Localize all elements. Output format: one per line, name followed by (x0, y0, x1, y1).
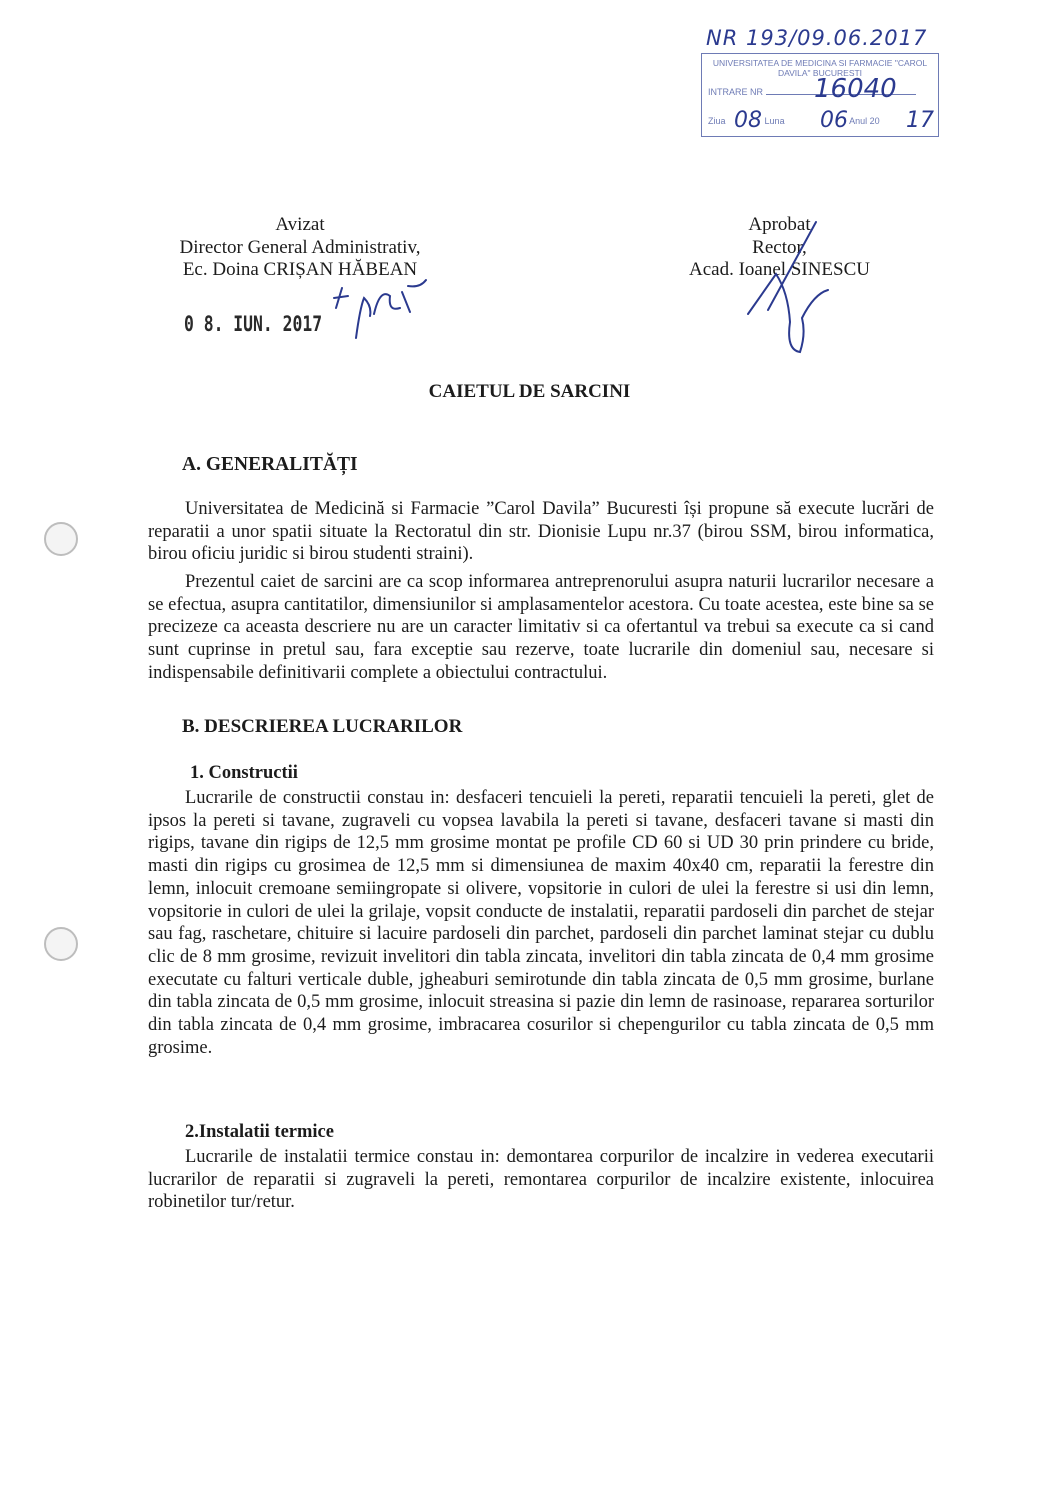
stamp-luna-value: 06 (820, 108, 848, 133)
subsection-2-paragraph (148, 1146, 934, 1214)
stamp-ziua-label: Ziua (708, 116, 726, 126)
date-stamp: 0 8. IUN. 2017 (184, 312, 323, 336)
section-a-paragraph-2-text: Prezentul caiet de sarcini are ca scop informarea antreprenorului asupra naturii lucrarilor necesare a se efectua, asupra cantitatilor, dimensiunilor si amplasamentelor acestora. Cu toate acestea, este bine sa se precizeze ca aceasta descriere nu are un caracter limitativ si ca ofertantul va trebui sa execute ca si cand sunt cuprinse in pretul sau, fara exceptie sau rezerve, toate lucrarile din domeniul sau, necesare si indispensabile definitivarii complete a obiectului contractului. (148, 572, 934, 683)
section-a-paragraph-1-text: Universitatea de Medicină si Farmacie ”Carol Davila” Bucuresti își propune să execute lucrări de reparatii a unor spatii situate la Rectoratul din str. Dionisie Lupu nr.37 (birou SSM, birou informatica, birou oficiu juridic si birou studenti straini). (148, 499, 934, 565)
document-title: CAIETUL DE SARCINI (428, 381, 631, 402)
punch-hole-lower-icon (44, 927, 78, 961)
stamp-ziua-value: 08 (734, 108, 762, 133)
registration-stamp (701, 53, 939, 137)
subsection-2-heading: 2.Instalatii termice (185, 1122, 334, 1142)
stamp-intrare-label: INTRARE NR (708, 87, 764, 97)
stamp-anul-value: 17 (906, 108, 934, 133)
signature-left-icon (330, 268, 440, 346)
subsection-1-heading: 1. Constructii (190, 763, 298, 783)
approval-left-role: Director General Administrativ, (179, 236, 421, 258)
stamp-anul-label: Anul 20 (849, 116, 880, 126)
approval-right-status: Aprobat (748, 214, 811, 235)
subsection-1-text: Lucrarile de constructii constau in: desfaceri tencuieli la pereti, reparatii tencuieli la pereti, glet de ipsos la pereti si tavane, zugraveli cu vopsea lavabila la pereti si tavane, desfaceri tavane si masti din rigips, tavane din rigips de 12,5 mm grosime montat pe profile CD 60 si UD 30 prin prindere cu bride, masti din rigips cu grosimea de 12,5 mm si dimensiunea de maxim 40x40 cm, reparatii la ferestre din lemn, inlocuit cremoane semiingropate si olivere, vopsitorie in culori de ulei la ferestre si usi din lemn, vopsitorie in culori de ulei la grilaje, vopsit conducte de instalatii, reparatii pardoseli din parchet de stejar sau fag, raschetare, chituire si lacuire pardoseli din parchet, pardoseli din parchet laminat stejar cu dublu clic de 8 mm grosime, revizuit invelitori din tabla zincata, invelitori din tabla zincata de 0,4 mm grosime executate cu falturi verticale duble, jgheaburi semirotunde din tabla zincata de 0,5 mm grosime, burlane din tabla zincata de 0,5 mm grosime, inlocuit streasina si pazie din lemn de rasinoase, repararea sorturilor din tabla zincata de 0,4 mm grosime, imbracarea cosurilor si chepengurilor cu tabla zincata de 0,5 mm grosime. (148, 788, 934, 1058)
stamp-number-handwritten: NR 193/09.06.2017 (706, 26, 928, 50)
approval-right-role: Rector, (752, 236, 807, 258)
section-b-heading: B. DESCRIEREA LUCRARILOR (182, 716, 463, 737)
approval-right-name: Acad. Ioanel SINESCU (689, 259, 870, 280)
punch-hole-upper-icon (44, 522, 78, 556)
subsection-1-paragraph (148, 787, 934, 1059)
signature-right-icon (728, 214, 838, 364)
section-a-heading: A. GENERALITĂȚI (182, 454, 358, 475)
section-a-paragraph-1 (148, 498, 934, 566)
stamp-intrare-value: 16040 (814, 74, 897, 104)
approval-left-status: Avizat (275, 214, 325, 235)
approval-left-name: Ec. Doina CRIȘAN HĂBEAN (182, 259, 418, 280)
subsection-2-text: Lucrarile de instalatii termice constau in: demontarea corpurilor de incalzire in vederea executarii lucrarilor de reparatii si zugraveli la pereti, remontarea corpurilor de incalzire existente, inlocuirea robinetilor tur/retur. (148, 1147, 934, 1213)
section-a-paragraph-2 (148, 571, 934, 685)
stamp-luna-label: Luna (764, 116, 785, 126)
stamp-institution: UNIVERSITATEA DE MEDICINA SI FARMACIE "CAROL DAVILA" BUCURESTI (712, 58, 928, 78)
